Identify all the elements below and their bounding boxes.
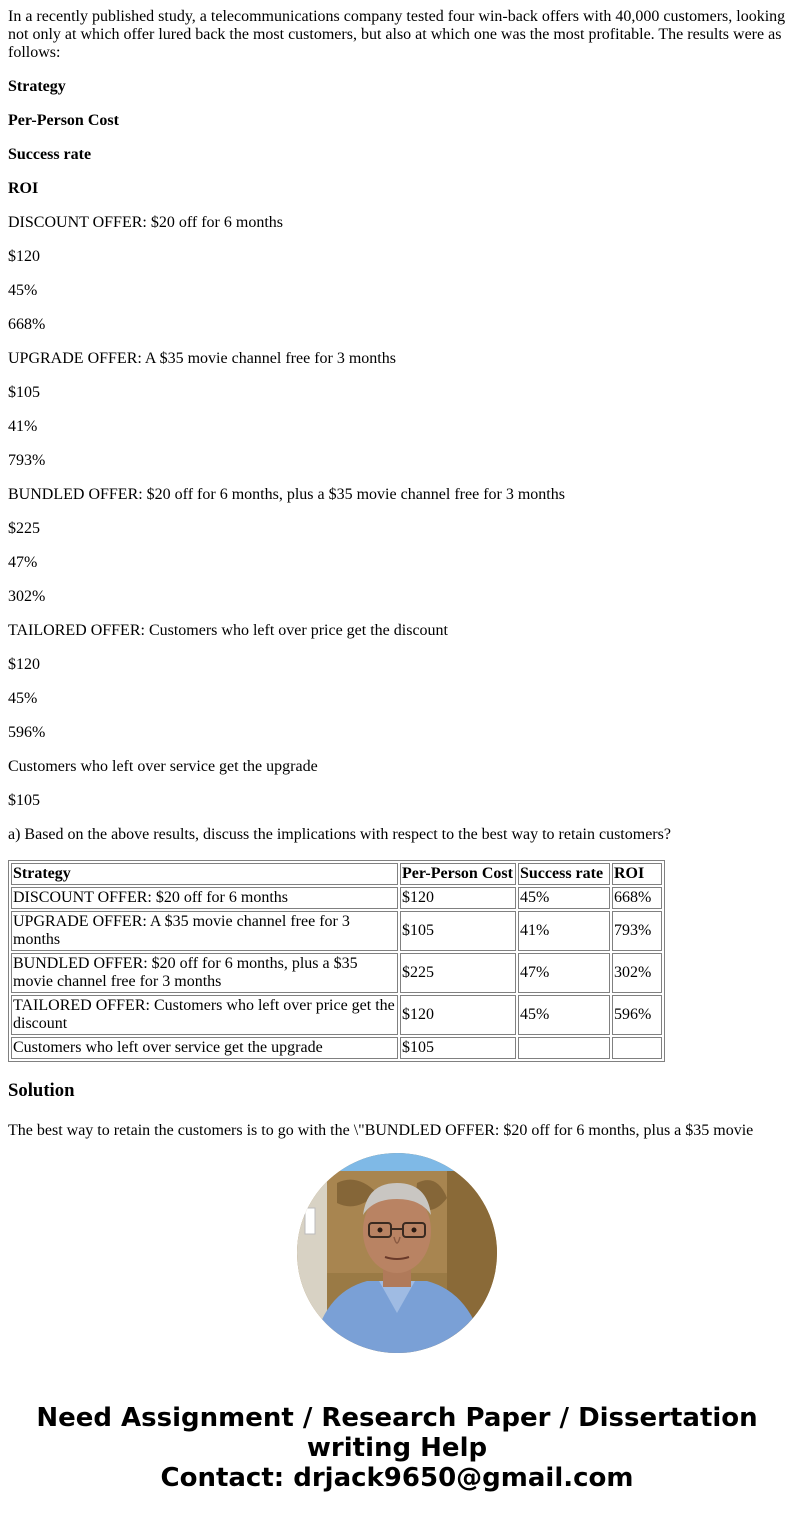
list-header-roi: ROI [8, 180, 39, 197]
table-row [11, 887, 662, 909]
table-row [11, 995, 662, 1035]
list-row-2-strategy: UPGRADE OFFER: A $35 movie channel free for 3 months [8, 350, 396, 367]
list-row-4-strategy: TAILORED OFFER: Customers who left over price get the discount [8, 622, 448, 639]
table-cell: $105 [400, 1037, 516, 1059]
list-header-rate: Success rate [8, 146, 92, 163]
table-cell: 596% [612, 995, 662, 1035]
table-cell: Customers who left over service get the upgrade [11, 1037, 398, 1059]
table-cell: BUNDLED OFFER: $20 off for 6 months, plus a $35 movie channel free for 3 months [11, 953, 398, 993]
table-cell: $105 [400, 911, 516, 951]
solution-heading: Solution [8, 1080, 75, 1101]
list-row-2-rate: 41% [8, 418, 38, 435]
list-row-1-rate: 45% [8, 282, 38, 299]
question-text: a) Based on the above results, discuss the implications with respect to the best way to retain customers? [8, 826, 671, 843]
list-row-3-roi: 302% [8, 588, 46, 605]
table-cell: 41% [518, 911, 610, 951]
list-row-4-roi: 596% [8, 724, 46, 741]
author-portrait-image [297, 1153, 497, 1353]
table-header-cell: Success rate [518, 863, 610, 885]
table-cell: 793% [612, 911, 662, 951]
table-header-row [11, 863, 662, 885]
table-cell: UPGRADE OFFER: A $35 movie channel free for 3 months [11, 911, 398, 951]
list-row-4-cost: $120 [8, 656, 40, 673]
list-row-2-roi: 793% [8, 452, 46, 469]
table-cell: 45% [518, 887, 610, 909]
table-cell: $120 [400, 995, 516, 1035]
solution-text: The best way to retain the customers is to go with the \"BUNDLED OFFER: $20 off for 6 months, plus a $35 movie [8, 1122, 754, 1139]
table-cell: 302% [612, 953, 662, 993]
list-row-4-rate: 45% [8, 690, 38, 707]
table-cell: $225 [400, 953, 516, 993]
table-row [11, 1037, 662, 1059]
list-row-3-strategy: BUNDLED OFFER: $20 off for 6 months, plus a $35 movie channel free for 3 months [8, 486, 565, 503]
table-cell: TAILORED OFFER: Customers who left over price get the discount [11, 995, 398, 1035]
footer-banner [0, 1403, 794, 1493]
footer-line-2: writing Help [306, 1433, 488, 1463]
list-row-5-strategy: Customers who left over service get the upgrade [8, 758, 318, 775]
table-row [11, 953, 662, 993]
list-row-3-cost: $225 [8, 520, 40, 537]
document-body [8, 8, 788, 1141]
list-header-strategy: Strategy [8, 78, 66, 95]
list-row-1-cost: $120 [8, 248, 40, 265]
table-cell [612, 1037, 662, 1059]
results-table [8, 860, 665, 1062]
list-row-2-cost: $105 [8, 384, 40, 401]
table-cell: 47% [518, 953, 610, 993]
list-row-3-rate: 47% [8, 554, 38, 571]
table-header-cell: Per-Person Cost [400, 863, 516, 885]
table-cell: DISCOUNT OFFER: $20 off for 6 months [11, 887, 398, 909]
table-header-cell: Strategy [11, 863, 398, 885]
intro-paragraph: In a recently published study, a telecommunications company tested four win-back offers with 40,000 customers, looking not only at which offer lured back the most customers, but also at which one was the most profitable. The results were as follows: [8, 8, 786, 61]
table-cell: $120 [400, 887, 516, 909]
footer-contact-line: Contact: drjack9650@gmail.com [160, 1463, 634, 1493]
list-row-5-cost: $105 [8, 792, 40, 809]
table-header-cell: ROI [612, 863, 662, 885]
table-cell: 668% [612, 887, 662, 909]
table-row [11, 911, 662, 951]
table-cell [518, 1037, 610, 1059]
list-header-cost: Per-Person Cost [8, 112, 119, 129]
table-cell: 45% [518, 995, 610, 1035]
list-row-1-roi: 668% [8, 316, 46, 333]
author-avatar [297, 1153, 497, 1353]
list-row-1-strategy: DISCOUNT OFFER: $20 off for 6 months [8, 214, 283, 231]
footer-line-1: Need Assignment / Research Paper / Dissertation [36, 1403, 758, 1433]
